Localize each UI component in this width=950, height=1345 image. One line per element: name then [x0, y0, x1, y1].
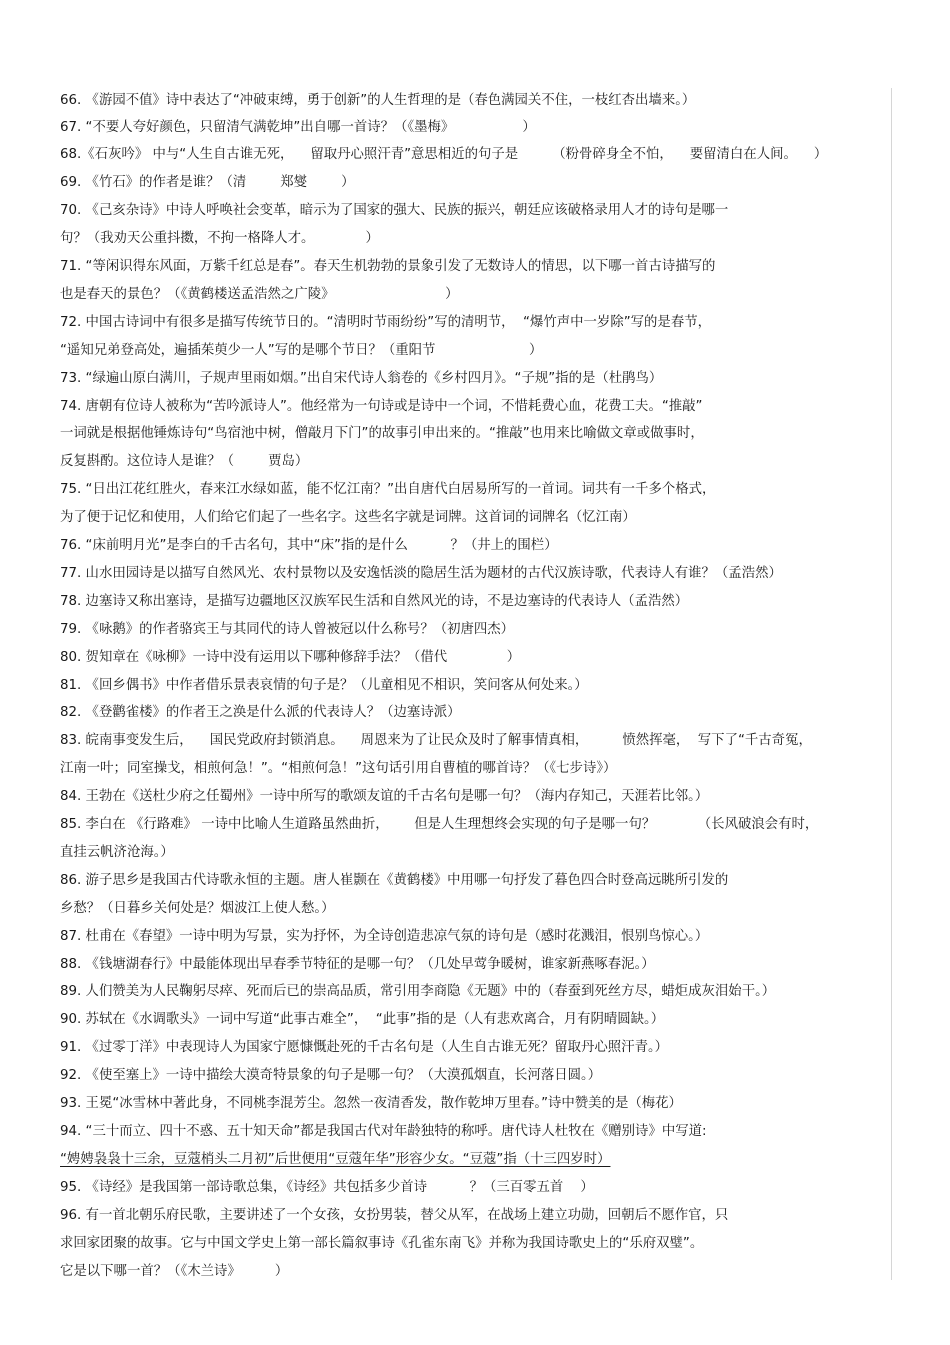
question-96-line-3: 它是以下哪一首？（《木兰诗》 ） [60, 1264, 289, 1279]
question-68-line: 68.《石灰吟》 中与“人生自古谁无死， 留取丹心照汗青”意思相近的句子是 （粉骨碎身全不怕， 要留清白在人间。 ） [60, 147, 828, 162]
question-85-line-1: 85. 李白在 《行路难》 一诗中比喻人生道路虽然曲折， 但是人生理想终会实现的句子是哪一句？ （长风破浪会有时， [60, 817, 819, 832]
question-71-line-1: 71. “等闲识得东风面，万紫千红总是春”。春天生机勃勃的景象引发了无数诗人的情思，以下哪一首古诗描写的 [60, 259, 716, 274]
question-86-line-1: 86. 游子思乡是我国古代诗歌永恒的主题。唐人崔颢在《黄鹤楼》中用哪一句抒发了暮色四合时登高远眺所引发的 [60, 873, 729, 888]
question-93-line: 93. 王冕“冰雪林中著此身，不同桃李混芳尘。忽然一夜清香发，散作乾坤万里春。”诗中赞美的是（梅花） [60, 1096, 682, 1111]
question-74-line-3: 反复斟酌。这位诗人是谁？（ 贾岛） [60, 454, 309, 469]
question-75-line-1: 75. “日出江花红胜火，春来江水绿如蓝，能不忆江南？”出自唐代白居易所写的一首词。词共有一千多个格式， [60, 482, 716, 497]
question-88-line: 88. 《钱塘湖春行》中最能体现出早春季节特征的是哪一句？（几处早莺争暖树，谁家新燕啄春泥。） [60, 957, 655, 972]
question-70-line-1: 70. 《己亥杂诗》中诗人呼唤社会变革，暗示为了国家的强大、民族的振兴，朝廷应该破格录用人才的诗句是哪一 [60, 203, 729, 218]
question-69-line: 69. 《竹石》的作者是谁？（清 郑燮 ） [60, 175, 355, 190]
question-96-line-1: 96. 有一首北朝乐府民歌，主要讲述了一个女孩，女扮男装，替父从军，在战场上建立功勋，回朝后不愿作官，只 [60, 1208, 729, 1223]
question-71-line-2: 也是春天的景色？（《黄鹤楼送孟浩然之广陵》 ） [60, 287, 459, 302]
question-70-line-2: 句？（我劝天公重抖擞，不拘一格降人才。 ） [60, 231, 379, 246]
question-87-line: 87. 杜甫在《春望》一诗中明为写景，实为抒怀，为全诗创造悲凉气氛的诗句是（感时花溅泪，恨别鸟惊心。） [60, 929, 709, 944]
question-72-line-1: 72. 中国古诗词中有很多是描写传统节日的。“清明时节雨纷纷”写的清明节， “爆竹声中一岁除”写的是春节， [60, 315, 711, 330]
question-83-line-1: 83. 皖南事变发生后， 国民党政府封锁消息。 周恩来为了让民众及时了解事情真相， 愤然挥毫， 写下了“千古奇冤， [60, 733, 812, 748]
question-78-line: 78. 边塞诗又称出塞诗，是描写边疆地区汉族军民生活和自然风光的诗，不是边塞诗的代表诗人（孟浩然） [60, 594, 689, 609]
question-79-line: 79. 《咏鹅》的作者骆宾王与其同代的诗人曾被冠以什么称号？（初唐四杰） [60, 622, 515, 637]
question-74-line-2: 一词就是根据他锤炼诗句“鸟宿池中树，僧敲月下门”的故事引申出来的。“推敲”也用来比喻做文章或做事时， [60, 426, 704, 441]
question-81-line: 81. 《回乡偶书》中作者借乐景表哀情的句子是？（儿童相见不相识，笑问客从何处来。） [60, 678, 588, 693]
question-85-line-2: 直挂云帆济沧海。） [60, 845, 174, 860]
question-84-line: 84. 王勃在《送杜少府之任蜀州》一诗中所写的歌颂友谊的千古名句是哪一句？（海内存知己，天涯若比邻。） [60, 789, 709, 804]
question-94-line-1: 94. “三十而立、四十不惑、五十知天命”都是我国古代对年龄独特的称呼。唐代诗人杜牧在《赠别诗》中写道: [60, 1124, 707, 1139]
question-91-line: 91. 《过零丁洋》中表现诗人为国家宁愿慷慨赴死的千古名句是（人生自古谁无死？留取丹心照汗青。） [60, 1040, 669, 1055]
question-72-line-2: “遥知兄弟登高处，遍插茱萸少一人”写的是哪个节日？（重阳节 ） [60, 343, 543, 358]
question-73-line: 73. “绿遍山原白满川，子规声里雨如烟。”出自宋代诗人翁卷的《乡村四月》。“子规”指的是（杜鹃鸟） [60, 371, 663, 386]
question-80-line: 80. 贺知章在《咏柳》一诗中没有运用以下哪种修辞手法？（借代 ） [60, 650, 521, 665]
question-74-line-1: 74. 唐朝有位诗人被称为“苦吟派诗人”。他经常为一句诗或是诗中一个词，不惜耗费心血，花费工夫。“推敲” [60, 399, 703, 414]
question-92-line: 92. 《使至塞上》一诗中描绘大漠奇特景象的句子是哪一句？（大漠孤烟直，长河落日圆。） [60, 1068, 602, 1083]
question-77-line: 77. 山水田园诗是以描写自然风光、农村景物以及安逸恬淡的隐居生活为题材的古代汉族诗歌，代表诗人有谁？（孟浩然） [60, 566, 782, 581]
question-83-line-2: 江南一叶；同室操戈，相煎何急！”。“相煎何急！”这句话引用自曹植的哪首诗？（《七步诗》） [60, 761, 617, 776]
question-94-line-2: “娉娉袅袅十三余，豆蔻梢头二月初”后世便用“豆蔻年华”形容少女。“豆蔻”指（十三四岁时） [60, 1152, 611, 1167]
question-96-line-2: 求回家团聚的故事。它与中国文学史上第一部长篇叙事诗《孔雀东南飞》并称为我国诗歌史上的“乐府双璧”。 [60, 1236, 704, 1251]
question-75-line-2: 为了便于记忆和使用，人们给它们起了一些名字。这些名字就是词牌。这首词的词牌名（忆江南） [60, 510, 636, 525]
page-edge-line [891, 88, 892, 1280]
question-76-line: 76. “床前明月光”是李白的千古名句，其中“床”指的是什么 ？（井上的围栏） [60, 538, 558, 553]
question-86-line-2: 乡愁？（日暮乡关何处是？烟波江上使人愁。） [60, 901, 335, 916]
question-89-line: 89. 人们赞美为人民鞠躬尽瘁、死而后已的崇高品质，常引用李商隐《无题》中的（春蚕到死丝方尽，蜡炬成灰泪始干。） [60, 984, 776, 999]
question-67-line: 67. “不要人夸好颜色，只留清气满乾坤”出自哪一首诗？（《墨梅》 ） [60, 120, 536, 135]
question-82-line: 82. 《登鹳雀楼》的作者王之涣是什么派的代表诗人？（边塞诗派） [60, 705, 461, 720]
question-95-line: 95. 《诗经》是我国第一部诗歌总集，《诗经》共包括多少首诗 ？（三百零五首 ） [60, 1180, 594, 1195]
question-90-line: 90. 苏轼在《水调歌头》一词中写道“此事古难全”， “此事”指的是（人有悲欢离合，月有阴晴圆缺。） [60, 1012, 665, 1027]
question-66-line: 66. 《游园不值》诗中表达了“冲破束缚，勇于创新”的人生哲理的是（春色满园关不住，一枝红杏出墙来。） [60, 93, 696, 108]
